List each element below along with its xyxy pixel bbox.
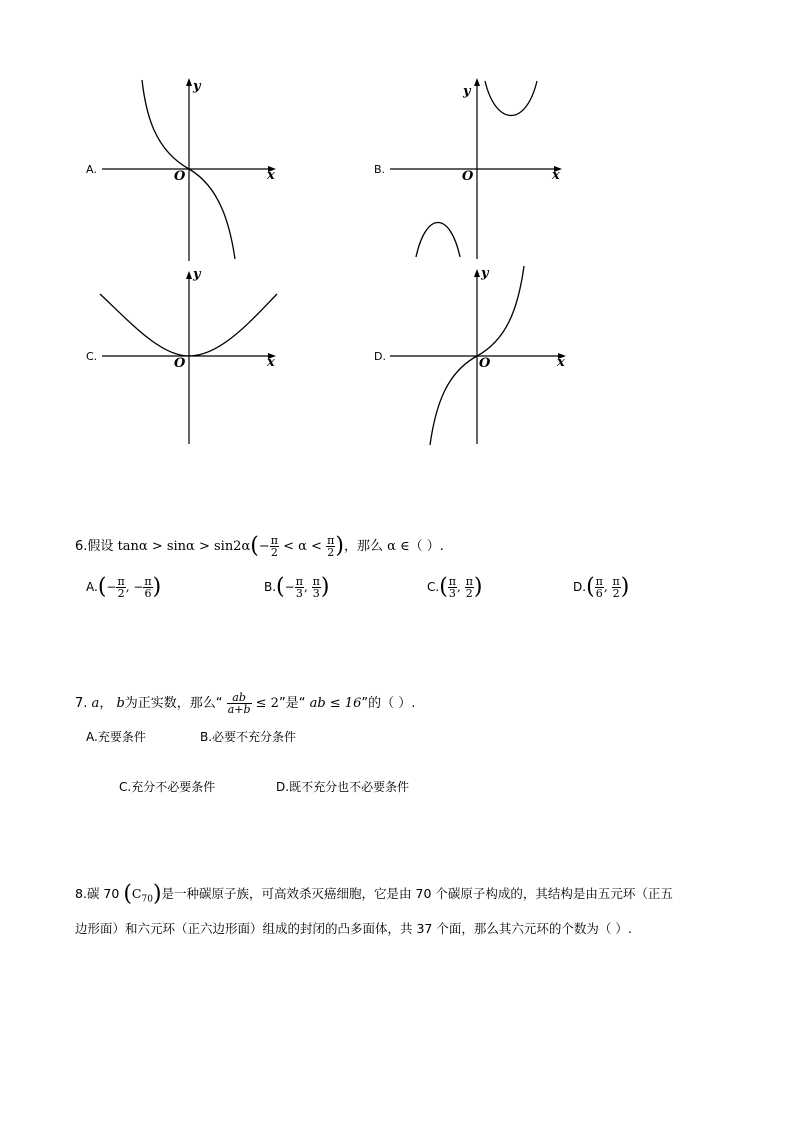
graph-a-x-label: x (267, 168, 275, 183)
q6-choice-frac-a (116, 576, 125, 599)
q7-choice-c[interactable] (119, 777, 215, 797)
q7-choice-a-label: A. (86, 730, 98, 744)
q8-number: 8. (75, 886, 87, 901)
graph-a-option-label: A. (86, 163, 97, 176)
graph-b-option-label: B. (374, 163, 386, 176)
q6-choice-lparen: ( (439, 574, 448, 600)
q6-choice-a-sign: − (106, 580, 117, 594)
q6-choice-frac-a-num: π (295, 575, 303, 588)
q6-choice-lparen: ( (276, 574, 285, 600)
q6-cond-minus: − (258, 539, 270, 554)
q6-number: 6. (75, 539, 88, 554)
q8-formula: C (131, 886, 142, 901)
q7-choice-d[interactable] (276, 777, 409, 797)
graph-b-x-label: x (552, 168, 560, 183)
q7-choice-d-text: 既不充分也不必要条件 (289, 780, 410, 794)
q6-choice-frac-b-num: π (312, 575, 320, 588)
q6-choice-sep: , (303, 580, 308, 594)
q6-cond-frac-left (270, 535, 279, 558)
graph-c-x-label: x (267, 355, 275, 370)
q6-choice-d[interactable] (573, 576, 629, 599)
q7-choice-c-text: 充分不必要条件 (131, 780, 216, 794)
q6-choice-frac-b-num: π (144, 575, 152, 588)
q6-choice-frac-b (612, 576, 621, 599)
q6-choice-frac-b-den: 2 (612, 587, 620, 600)
question-8-line-2 (75, 919, 632, 939)
q6-choice-frac-b-den: 3 (312, 587, 320, 600)
graph-d (368, 262, 578, 452)
graph-d-y-label: y (481, 266, 489, 281)
q7-choice-b-label: B. (200, 730, 213, 744)
q7-number: 7. (75, 696, 88, 711)
q6-choice-frac-a-num: π (448, 575, 457, 588)
q6-choice-frac-b-den: 2 (465, 587, 473, 600)
q6-choice-frac-a (595, 576, 604, 599)
q6-choice-a-sign: − (284, 580, 295, 594)
q6-choice-label: B. (264, 580, 277, 594)
q6-choice-label: D. (573, 580, 587, 594)
q6-then: ，那么 (343, 539, 383, 554)
q8-line2: 边形面）和六元环（正六边形面）组成的封闭的凸多面体，共 37 个面，那么其六元环的个数为（ ）. (75, 921, 632, 936)
graph-d-origin-label: O (479, 356, 491, 371)
q6-choice-frac-b (143, 576, 152, 599)
graph-d-option-label: D. (374, 350, 386, 363)
q6-prefix: 假设 (87, 539, 114, 554)
q7-frac-num: ab (227, 692, 252, 704)
question-7 (75, 692, 415, 715)
q7-var-a: a (91, 696, 100, 711)
graph-c (80, 262, 280, 452)
graph-b-origin-label: O (462, 169, 474, 184)
q7-text2: ”是“ (278, 696, 306, 711)
q6-choice-frac-b-den: 6 (144, 587, 152, 600)
q6-choice-b-sign: − (133, 580, 144, 594)
q6-cond-lt: < α < (283, 539, 322, 554)
q6-choice-frac-a (448, 576, 457, 599)
graph-d-plot (368, 262, 578, 452)
q6-choice-rparen: ) (620, 574, 630, 600)
q6-choice-frac-a-den: 2 (117, 587, 125, 600)
q6-blank: （ ）. (409, 539, 444, 554)
q8-text-a: 碳 70 (86, 886, 120, 901)
graph-c-origin-label: O (174, 356, 186, 371)
q7-choice-a[interactable] (86, 727, 146, 747)
q6-choice-frac-a-den: 3 (448, 587, 456, 600)
q6-choice-frac-a-num: π (117, 575, 125, 588)
q6-choice-label: A. (86, 580, 98, 594)
q6-choice-frac-a-den: 6 (595, 587, 603, 600)
q8-rparen: ) (152, 881, 162, 907)
q7-text1: 为正实数，那么“ (124, 696, 223, 711)
q6-rparen: ) (335, 533, 344, 559)
graph-c-y-label: y (193, 267, 201, 282)
q6-choice-lparen: ( (97, 574, 107, 600)
q7-text3: ”的（ ）. (361, 696, 416, 711)
q7-choice-b-text: 必要不充分条件 (212, 730, 297, 744)
q6-choice-b[interactable] (264, 576, 329, 599)
q6-choice-frac-a (295, 576, 304, 599)
q6-choice-frac-a-num: π (595, 575, 603, 588)
graph-c-option-label: C. (86, 350, 98, 363)
q6-choice-rparen: ) (152, 574, 162, 600)
q6-choice-a[interactable] (86, 576, 161, 599)
question-6 (75, 535, 444, 558)
q6-choice-c[interactable] (427, 576, 483, 599)
q6-alpha-in: α ∈ (387, 539, 410, 554)
q6-cond-frac-left-den: 2 (270, 546, 278, 559)
q6-cond-frac-right-num: π (327, 534, 335, 547)
q6-choice-frac-b (312, 576, 321, 599)
q8-formula-sub: 70 (141, 894, 153, 905)
q6-choice-frac-b-num: π (612, 575, 620, 588)
q6-cond-frac-left-num: π (270, 534, 278, 547)
q6-choice-rparen: ) (473, 574, 483, 600)
q7-frac (227, 692, 252, 715)
q7-choice-d-label: D. (276, 780, 290, 794)
graph-a-y-label: y (193, 79, 201, 94)
q6-choice-lparen: ( (586, 574, 595, 600)
q7-choice-a-text: 充要条件 (97, 730, 146, 744)
q6-lparen: ( (250, 533, 259, 559)
q6-inequality: tanα > sinα > sin2α (117, 539, 251, 554)
graph-a-origin-label: O (174, 169, 186, 184)
q8-lparen: ( (123, 881, 132, 907)
graph-b (368, 75, 568, 265)
q6-cond-frac-right (326, 535, 335, 558)
q7-comma: ， (99, 696, 113, 711)
q6-choice-sep: , (603, 580, 608, 594)
q6-choice-sep: , (125, 580, 130, 594)
q8-text-b: 是一种碳原子族，可高效杀灭癌细胞，它是由 70 个碳原子构成的，其结构是由五元环（正五 (161, 886, 673, 901)
q6-choice-rparen: ) (320, 574, 330, 600)
q6-choice-label: C. (427, 580, 440, 594)
graph-b-y-label: y (463, 84, 471, 99)
q6-choice-sep: , (457, 580, 461, 594)
graph-a (80, 75, 280, 265)
q6-choice-frac-b (465, 576, 474, 599)
q6-choice-frac-b-num: π (465, 575, 473, 588)
q6-choice-frac-a-den: 3 (295, 587, 303, 600)
q7-choice-b[interactable] (200, 727, 296, 747)
q6-cond-frac-right-den: 2 (327, 546, 335, 559)
graph-d-x-label: x (557, 355, 565, 370)
q7-ab16: ab ≤ 16 (309, 696, 362, 711)
q7-var-b: b (116, 696, 125, 711)
question-8 (75, 881, 673, 910)
q7-le2: ≤ 2 (255, 696, 279, 711)
q7-choice-c-label: C. (119, 780, 132, 794)
q7-frac-den: a+b (227, 703, 251, 716)
